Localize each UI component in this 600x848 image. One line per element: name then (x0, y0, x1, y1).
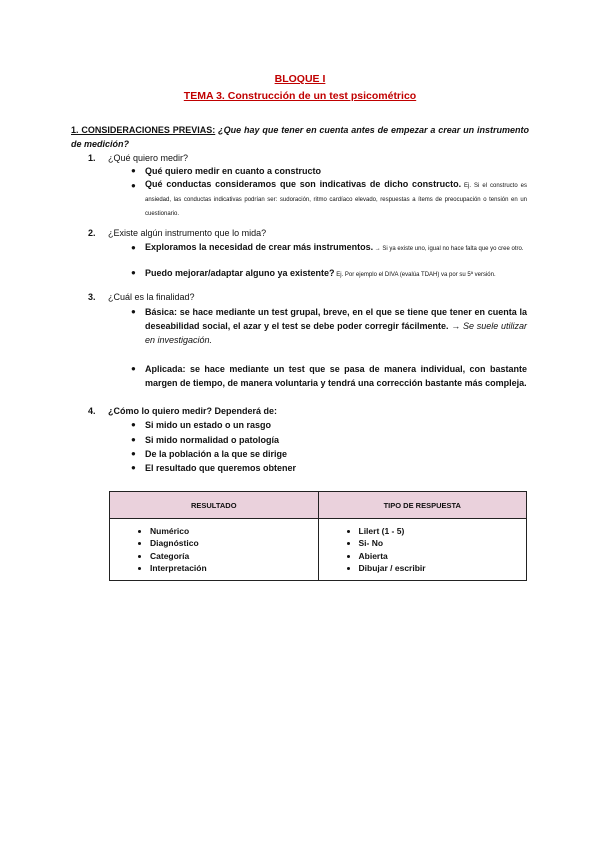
table-row (110, 519, 527, 581)
bullet-icon: ● (131, 268, 136, 277)
bullet-text (145, 178, 527, 220)
result-table (109, 491, 527, 581)
bullet-text: Si mido un estado o un rasgo (145, 420, 272, 430)
bullet-main: Puedo mejorar/adaptar alguno ya existente? (145, 268, 335, 278)
bullet-icon: ● (131, 243, 136, 252)
list-item: • Numérico (150, 525, 318, 537)
bullet-note: → Se suele utilizar en investigación. (145, 321, 527, 345)
list-item: • Dibujar / escribir (359, 562, 527, 574)
item-number: 2. (88, 228, 96, 238)
item-title: ¿Cuál es la finalidad? (108, 292, 195, 302)
section-question: ¿Que hay que tener en cuenta antes de empezar a crear un instrumento de medición? (71, 125, 529, 149)
list-item: • Interpretación (150, 562, 318, 574)
bullet-main: Exploramos la necesidad de crear más instrumentos. (145, 242, 374, 252)
list-item: • Diagnóstico (150, 537, 318, 549)
bullet-icon: ● (131, 420, 136, 429)
table-cell (110, 519, 319, 581)
item-title: ¿Cómo lo quiero medir? Dependerá de: (108, 406, 278, 416)
block-title: BLOQUE I (274, 73, 326, 85)
section-label: 1. CONSIDERACIONES PREVIAS: (71, 125, 216, 135)
bullet-note: Ej. Por ejemplo el DIVA (evalúa TDAH) va por su 5ª versión. (334, 272, 496, 278)
bullet-text: Qué quiero medir en cuanto a constructo (145, 166, 322, 176)
bullet-icon: ● (131, 364, 136, 373)
bullet-icon: ● (131, 449, 136, 458)
bullet-text (145, 241, 527, 255)
bullet-main: Qué conductas consideramos que son indicativas de dicho constructo. (145, 179, 462, 189)
list-item: • Abierta (359, 550, 527, 562)
section-heading (71, 123, 529, 151)
bullet-text: El resultado que queremos obtener (145, 463, 297, 473)
bullet-icon: ● (131, 435, 136, 444)
bullet-text (145, 305, 527, 347)
table-header: RESULTADO (110, 492, 319, 519)
bullet-icon: ● (131, 307, 136, 316)
item-title: ¿Qué quiero medir? (108, 153, 189, 163)
list-item: • Si- No (359, 537, 527, 549)
item-number: 3. (88, 292, 96, 302)
item-number: 4. (88, 406, 96, 416)
list-item: • Lilert (1 - 5) (359, 525, 527, 537)
bullet-icon: ● (131, 181, 136, 190)
list-item: • Categoría (150, 550, 318, 562)
bullet-text (145, 268, 496, 278)
item-title: ¿Existe algún instrumento que lo mida? (108, 228, 267, 238)
bullet-main: Básica: se hace mediante un test grupal, breve, en el que se tiene que tener en cuenta la deseabilidad social, el azar y el test se debe poder corregir fácilmente. (145, 307, 527, 331)
bullet-note: → Si ya existe uno, igual no hace falta que yo cree otro. (373, 246, 524, 252)
bullet-icon: ● (131, 166, 136, 175)
topic-title: TEMA 3. Construcción de un test psicométrico (183, 90, 417, 102)
bullet-icon: ● (131, 463, 136, 472)
bullet-text: De la población a la que se dirige (145, 449, 288, 459)
bullet-text: Si mido normalidad o patología (145, 435, 280, 445)
item-number: 1. (88, 153, 96, 163)
bullet-text: Aplicada: se hace mediante un test que se pasa de manera individual, con bastante margen de tiempo, de manera voluntaria y tendrá una corrección bastante más compleja. (145, 364, 527, 388)
table-header: TIPO DE RESPUESTA (318, 492, 527, 519)
table-cell (318, 519, 527, 581)
bullet-note: Ej. Si el constructo es ansiedad, las conductas indicativas podrían ser: sudoración, ritmo cardíaco elevado, respuestas a ítems de preocupación o tensión en un cuestionario. (145, 183, 527, 217)
